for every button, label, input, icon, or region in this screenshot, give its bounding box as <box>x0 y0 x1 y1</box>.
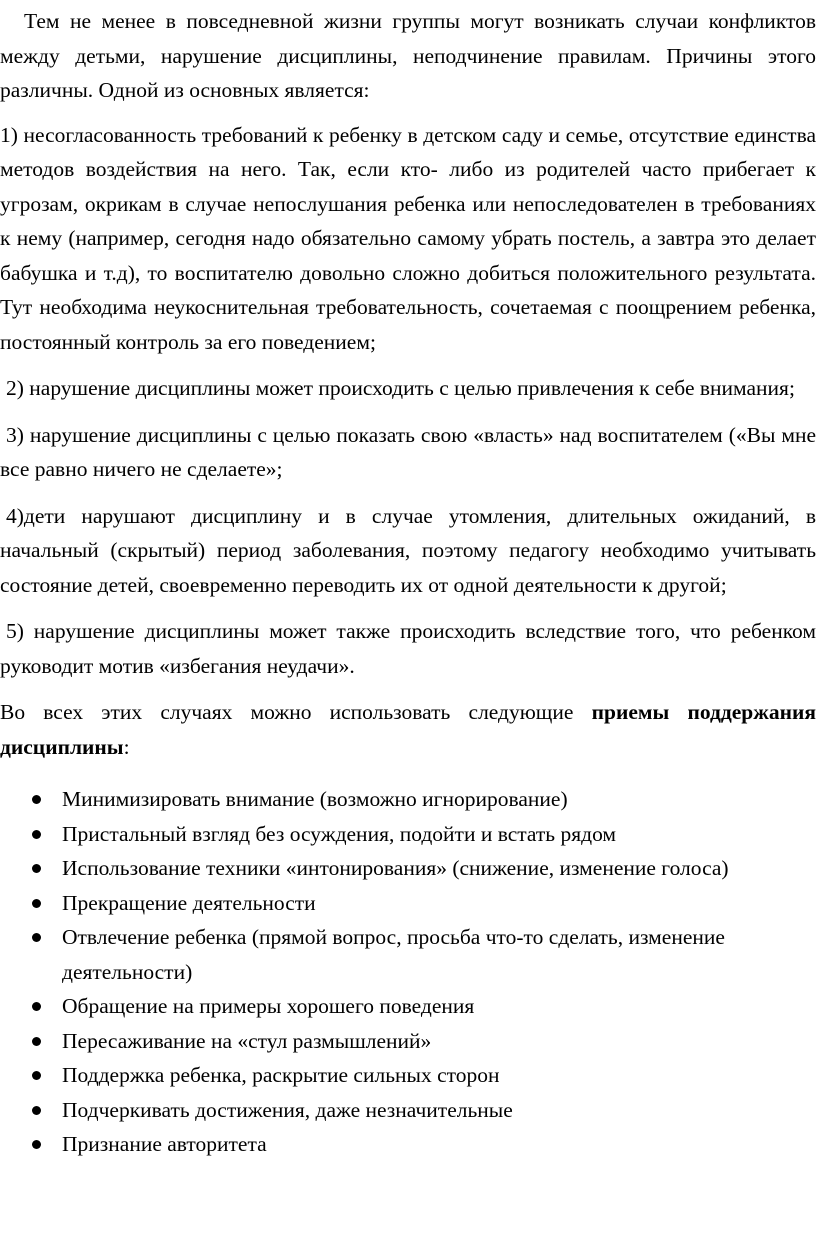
bullet-icon <box>32 1037 41 1046</box>
bullet-icon <box>32 1106 41 1115</box>
list-item <box>0 886 816 921</box>
list-item-text: Минимизировать внимание (возможно игнорирование) <box>62 787 568 811</box>
list-item <box>0 817 816 852</box>
list-item <box>0 1024 816 1059</box>
reason-paragraph-1: 1) несогласованность требований к ребенку в детском саду и семье, отсутствие единства методов воздействия на него. Так, если кто- либо из родителей часто прибегает к угрозам, окрикам в случае непослушания ребенка или непоследователен в требованиях к нему (например, сегодня надо обязательно самому убрать постель, а завтра это делает бабушка и т.д), то воспитателю довольно сложно добиться положительного результата. Тут необходима неукоснительная требовательность, сочетаемая с поощрением ребенка, постоянный контроль за его поведением; <box>0 122 816 354</box>
list-item <box>0 920 816 989</box>
bullet-icon <box>32 795 41 804</box>
reason-paragraph-2: 2) нарушение дисциплины может происходить с целью привлечения к себе внимания; <box>6 376 795 400</box>
techniques-intro-bold: приемы поддержания дисциплины <box>0 700 816 759</box>
list-item-text: Признание авторитета <box>62 1132 267 1156</box>
list-item-text: Пересаживание на «стул размышлений» <box>62 1028 432 1053</box>
list-item <box>0 851 816 886</box>
bullet-icon <box>32 933 41 942</box>
bullet-icon <box>32 864 41 873</box>
list-item-text: Пристальный взгляд без осуждения, подойти и встать рядом <box>62 821 617 846</box>
list-item <box>0 989 816 1024</box>
list-item-text: Отвлечение ребенка (прямой вопрос, просьба что-то сделать, изменение деятельности) <box>62 925 725 984</box>
bullet-icon <box>32 1071 41 1080</box>
reason-paragraph-5: 5) нарушение дисциплины может также происходить вследствие того, что ребенком руководит мотив «избегания неудачи». <box>0 619 816 678</box>
list-item <box>0 1127 816 1162</box>
list-item-text: Подчеркивать достижения, даже незначительные <box>62 1097 513 1122</box>
bullet-icon <box>32 1002 41 1011</box>
list-item-text: Использование техники «интонирования» (снижение, изменение голоса) <box>62 856 729 880</box>
reason-paragraph-3: 3) нарушение дисциплины с целью показать свою «власть» над воспитателем («Вы мне все равно ничего не сделаете»; <box>0 422 816 481</box>
list-item-text: Обращение на примеры хорошего поведения <box>62 994 475 1018</box>
techniques-list <box>0 782 816 1162</box>
bullet-icon <box>32 899 41 908</box>
document-page <box>0 4 816 1162</box>
intro-paragraph: Тем не менее в повседневной жизни группы могут возникать случаи конфликтов между детьми, нарушение дисциплины, неподчинение правилам. Причины этого различны. Одной из основных является: <box>0 9 816 102</box>
list-item-text: Поддержка ребенка, раскрытие сильных сторон <box>62 1063 500 1087</box>
list-item <box>0 1058 816 1093</box>
techniques-intro-colon: : <box>123 734 130 759</box>
techniques-intro-text: Во всех этих случаях можно использовать следующие <box>0 700 592 724</box>
list-item <box>0 1093 816 1128</box>
list-item <box>0 782 816 817</box>
techniques-intro-paragraph <box>0 695 816 764</box>
reason-paragraph-4: 4)дети нарушают дисциплину и в случае утомления, длительных ожиданий, в начальный (скрытый) период заболевания, поэтому педагогу необходимо учитывать состояние детей, своевременно переводить их от одной деятельности к другой; <box>0 503 816 597</box>
list-item-text: Прекращение деятельности <box>62 890 316 915</box>
bullet-icon <box>32 1140 41 1149</box>
bullet-icon <box>32 830 41 839</box>
